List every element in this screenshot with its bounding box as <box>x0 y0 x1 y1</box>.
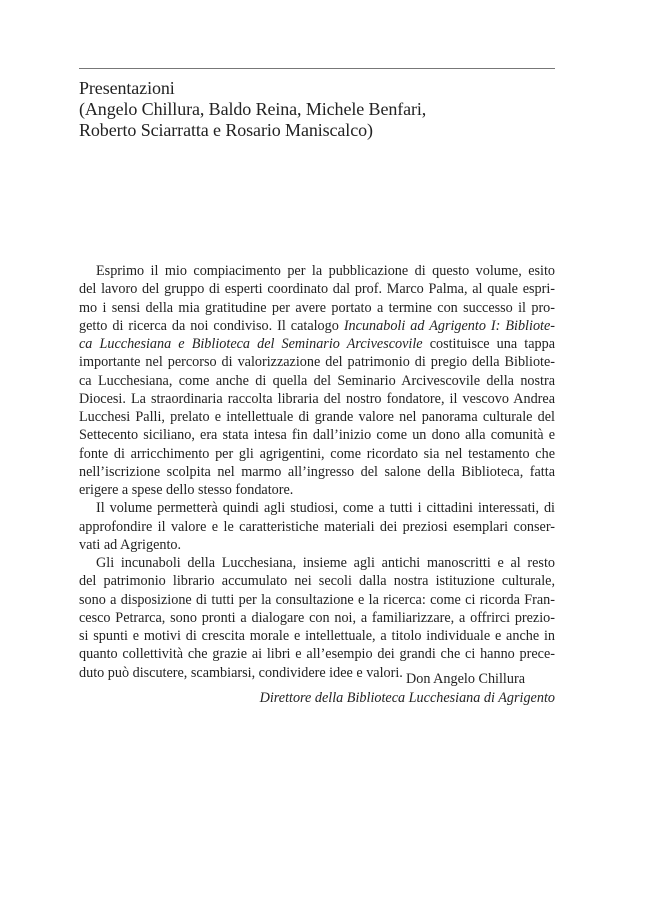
heading-authors-line-1: (Angelo Chillura, Baldo Reina, Michele Benfari, <box>79 99 427 119</box>
text-line: cesco Petrarca, sono pronti a dialogare con noi, a familiarizzare, a offrirci prezio- <box>79 609 555 626</box>
text-run: costituisce una tappa <box>422 336 555 352</box>
text-line: Il volume permetterà quindi agli studiosi, come a tutti i cittadini interessati, di <box>96 500 555 517</box>
header-rule <box>79 68 555 69</box>
signature-block <box>260 670 555 707</box>
text-line: Settecento siciliano, era stata intesa fin dall’inizio come un dono alla comunità e <box>79 427 555 444</box>
text-line: si spunti e motivi di crescita morale e intellettuale, a titolo individuale e anche in <box>79 628 555 644</box>
text-line: Esprimo il mio compiacimento per la pubblicazione di questo volume, esito <box>96 263 555 279</box>
text-line: vati ad Agrigento. <box>79 536 182 553</box>
text-line: erigere a spese dello stesso fondatore. <box>79 482 294 498</box>
text-run: getto di ricerca da noi condiviso. Il catalogo <box>79 317 344 334</box>
text-line: nell’iscrizione scolpita nel marmo all’ingresso del salone della Biblioteca, fatta <box>79 463 555 480</box>
signature-name: Don Angelo Chillura <box>405 671 525 687</box>
text-line: del lavoro del gruppo di esperti coordinato dal prof. Marco Palma, al quale espri- <box>79 281 555 298</box>
heading-authors-line-2: Roberto Sciarratta e Rosario Maniscalco) <box>79 120 373 140</box>
text-line: Gli incunaboli della Lucchesiana, insieme agli antichi manoscritti e al resto <box>96 555 555 571</box>
text-line: mo i sensi della mia gratitudine per avere portato a termine con successo il pro- <box>79 299 555 316</box>
text-line: duto può discutere, scambiarsi, condividere idee e valori. <box>79 664 403 681</box>
text-line: sono a disposizione di tutti per la consultazione e la ricerca: come ci ricorda Fran- <box>79 591 555 608</box>
text-line: approfondire il valore e le caratteristiche materiali dei preziosi esemplari conser- <box>79 518 555 535</box>
text-line <box>79 317 555 335</box>
text-line: fonte di arricchimento per gli agrigentini, come ricordato sia nel testamento che <box>79 445 555 462</box>
signature-role: Direttore della Biblioteca Lucchesiana di Agrigento <box>259 689 555 706</box>
body-text <box>79 262 555 682</box>
text-line: importante nel percorso di valorizzazione del patrimonio di pregio della Bibliote- <box>79 354 555 371</box>
text-line: Lucchesi Palli, prelato e intellettuale di grande valore nel panorama culturale del <box>79 409 555 425</box>
catalog-title-italic: ca Lucchesiana e Biblioteca del Seminario Arcivescovile <box>79 336 423 352</box>
text-line: Diocesi. La straordinaria raccolta libraria del nostro fondatore, il vescovo Andrea <box>79 390 555 407</box>
text-line: ca Lucchesiana, come anche di quella del Seminario Arcivescovile della nostra <box>79 372 555 389</box>
catalog-title-italic: Incunaboli ad Agrigento I: Bibliote- <box>343 317 555 334</box>
paragraph-1 <box>79 262 555 499</box>
text-line: quanto collettività che grazie ai libri e all’esempio dei grandi che ci hanno prece- <box>79 646 555 663</box>
paragraph-2 <box>79 499 555 554</box>
section-heading <box>79 78 555 141</box>
heading-title: Presentazioni <box>79 78 175 98</box>
paragraph-3 <box>79 554 555 682</box>
text-line <box>79 335 555 353</box>
text-line: del patrimonio librario accumulato nei secoli dalla nostra istituzione culturale, <box>79 573 555 590</box>
